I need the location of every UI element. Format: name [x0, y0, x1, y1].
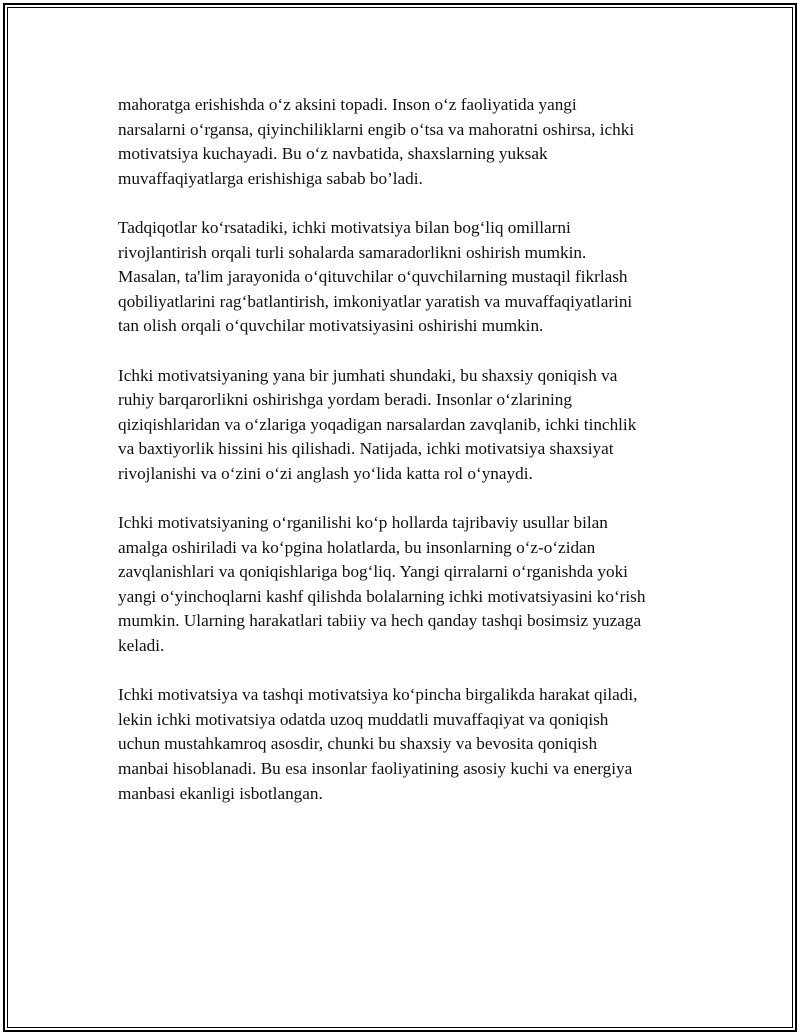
paragraph: Ichki motivatsiya va tashqi motivatsiya ko‘pincha birgalikda harakat qiladi, lekin ichki motivatsiya odatda uzoq muddatli muvaffaqiyat va qoniqish uchun mustahkamroq asosdir, chunki bu shaxsiy va bevosita qoniqish manbai hisoblanadi. Bu esa insonlar faoliyatining asosiy kuchi va energiya manbasi ekanligi isbotlangan.: [118, 685, 638, 803]
document-body: [118, 93, 698, 831]
paragraph: Tadqiqotlar ko‘rsatadiki, ichki motivatsiya bilan bog‘liq omillarni rivojlantirish orqali turli sohalarda samaradorlikni oshirish mumkin. Masalan, ta'lim jarayonida o‘qituvchilar o‘quvchilarning mustaqil fikrlash qobiliyatlarini rag‘batlantirish, imkoniyatlar yaratish va muvaffaqiyatlarini tan olish orqali o‘quvchilar motivatsiyasini oshirishi mumkin.: [118, 217, 633, 336]
paragraph: mahoratga erishishda o‘z aksini topadi. Inson o‘z faoliyatida yangi narsalarni o‘rgansa, qiyinchiliklarni engib o‘tsa va mahoratni oshirsa, ichki motivatsiya kuchayadi. Bu o‘z navbatida, shaxslarning yuksak muvaffaqiyatlarga erishishiga sabab bo’ladi.: [118, 95, 635, 188]
paragraph: Ichki motivatsiyaning yana bir jumhati shundaki, bu shaxsiy qoniqish va ruhiy barqarorlikni oshirishga yordam beradi. Insonlar o‘zlarining qiziqishlaridan va o‘zlariga yoqadigan narsalardan zavqlanib, ichki tinchlik va baxtiyorlik hissini his qilishadi. Natijada, ichki motivatsiya shaxsiyat rivojlanishi va o‘zini o‘zi anglash yo‘lida katta rol o‘ynaydi.: [118, 365, 637, 483]
paragraph: Ichki motivatsiyaning o‘rganilishi ko‘p hollarda tajribaviy usullar bilan amalga oshiriladi va ko‘pgina holatlarda, bu insonlarning o‘z-o‘zidan zavqlanishlari va qoniqishlariga bog‘liq. Yangi qirralarni o‘rganishda yoki yangi o‘yinchoqlarni kashf qilishda bolalarning ichki motivatsiyasini ko‘rish mumkin. Ularning harakatlari tabiiy va hech qanday tashqi bosimsiz yuzaga keladi.: [118, 513, 646, 656]
